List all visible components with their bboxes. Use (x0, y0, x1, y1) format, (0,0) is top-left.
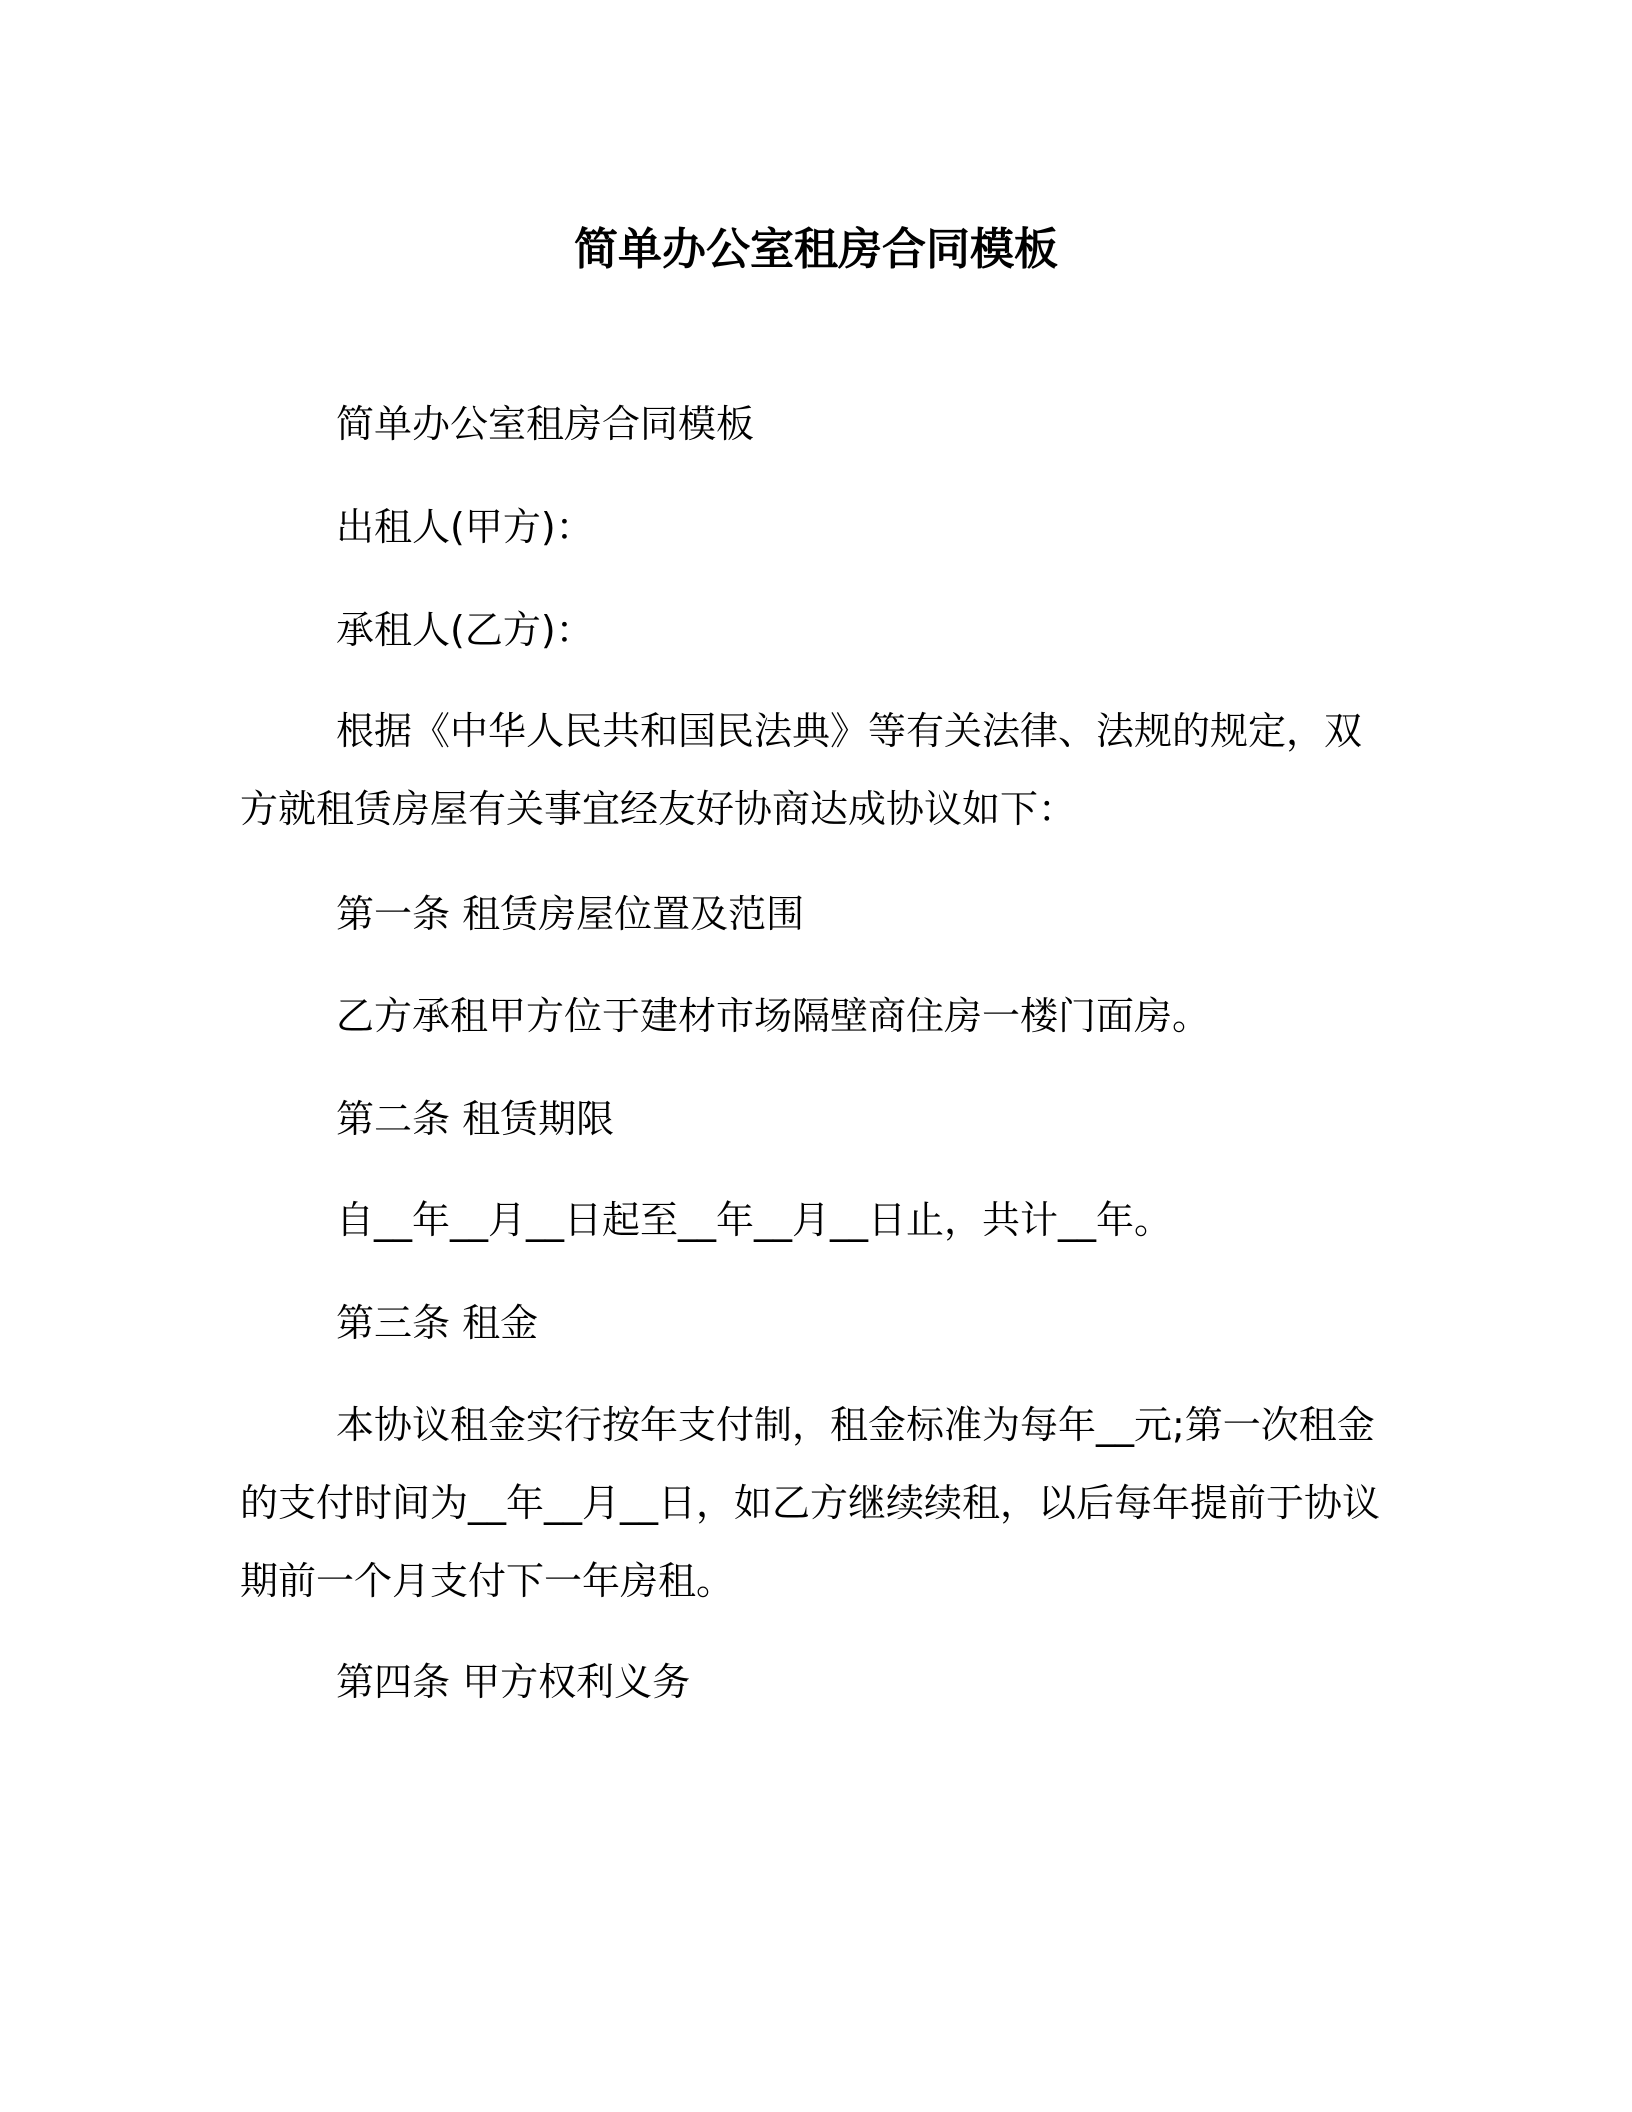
article-3-heading: 第三条 租金 (336, 1301, 539, 1345)
article-3-body: 本协议租金实行按年支付制，租金标准为每年__元;第一次租金的支付时间为__年__月__日，如乙方继续续租，以后每年提前于协议期前一个月支付下一年房租。 (240, 1403, 1381, 1603)
subtitle-paragraph: 简单办公室租房合同模板 (336, 402, 755, 446)
lessee-line: 承租人(乙方)： (336, 608, 594, 652)
article-2-body: 自__年__月__日起至__年__月__日止，共计__年。 (336, 1198, 1173, 1242)
article-1-heading: 第一条 租赁房屋位置及范围 (336, 892, 805, 936)
article-4-heading: 第四条 甲方权利义务 (336, 1660, 691, 1704)
article-2-heading: 第二条 租赁期限 (336, 1097, 615, 1141)
document-title: 简单办公室租房合同模板 (574, 224, 1058, 275)
article-1-body: 乙方承租甲方位于建材市场隔壁商住房一楼门面房。 (336, 994, 1211, 1038)
lessor-line: 出租人(甲方)： (336, 505, 594, 549)
preamble-paragraph: 根据《中华人民共和国民法典》等有关法律、法规的规定，双方就租赁房屋有关事宜经友好协商达成协议如下： (240, 709, 1363, 831)
